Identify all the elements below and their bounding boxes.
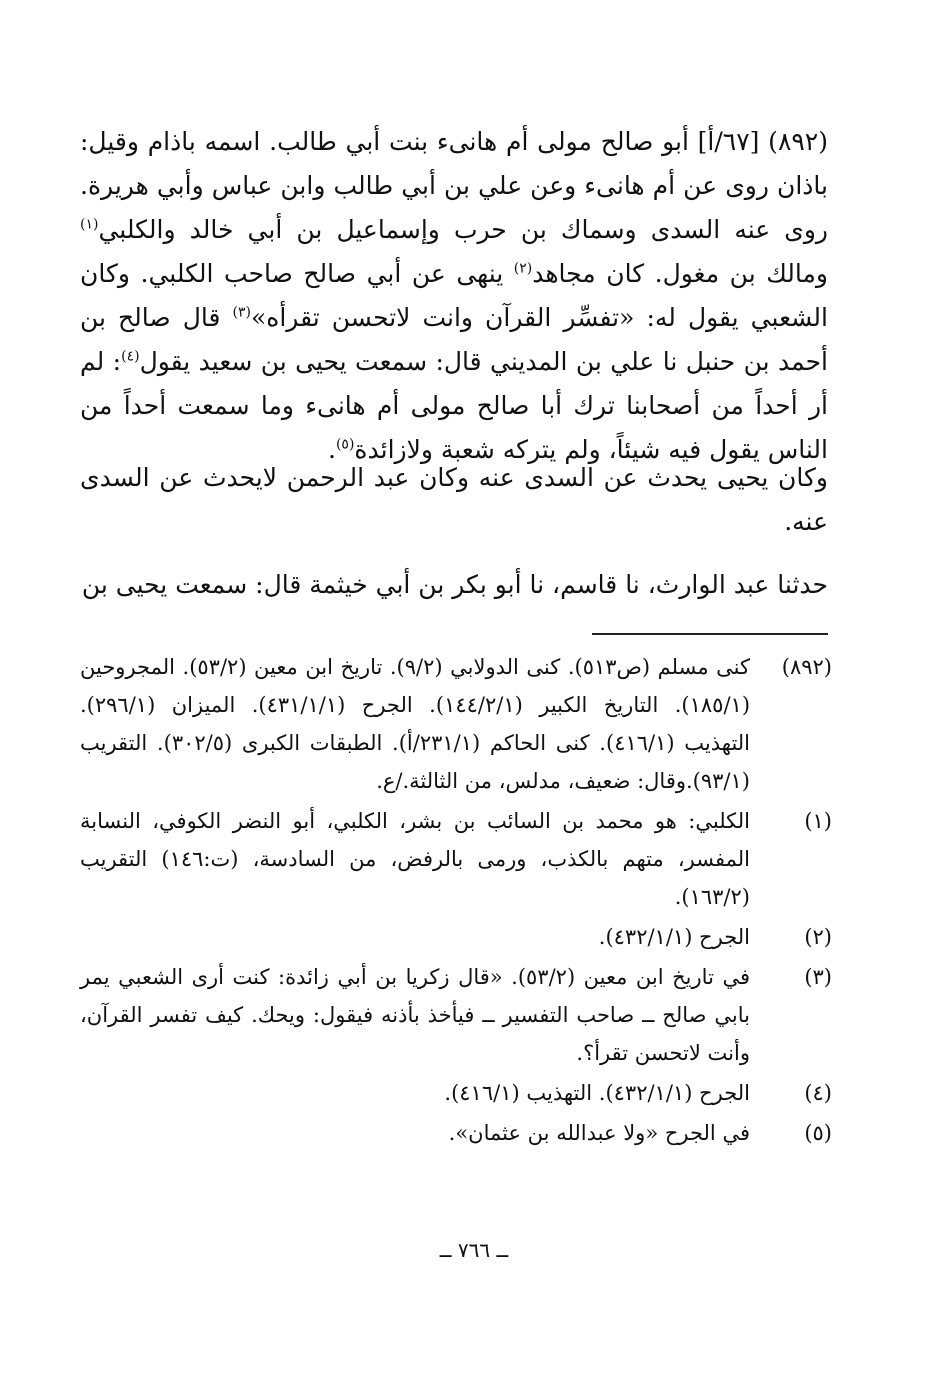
footnote-text: الجرح (٤٣٢/١/١). xyxy=(598,925,750,949)
page-number: ــ ٧٦٦ ــ xyxy=(439,1238,509,1262)
footnote-ref-4: (٤) xyxy=(121,348,140,365)
footnote-text: الجرح (٤٣٢/١/١). التهذيب (٤١٦/١). xyxy=(444,1081,750,1105)
entry-paragraph xyxy=(80,120,828,472)
footnote-ref-2: (٢) xyxy=(513,260,533,277)
footnote-number: (٨٩٢) xyxy=(781,655,832,679)
third-paragraph: حدثنا عبد الوارث، نا قاسم، نا أبو بكر بن أبي خيثمة قال: سمعت يحيى بن xyxy=(81,570,828,599)
footnote-number: (٢) xyxy=(804,925,832,949)
footnote-item xyxy=(80,1114,832,1152)
footnote-number: (٥) xyxy=(804,1121,832,1145)
footnote-number: (١) xyxy=(804,809,832,833)
footnote-text: في تاريخ ابن معين (٥٣/٢). «قال زكريا بن أبي زائدة: كنت أرى الشعبي يمر بابي صالح ــ صاحب التفسير ــ فيأخذ بأذنه فيقول: ويحك. كيف تفسر القرآن، وأنت لاتحسن تقرأ؟. xyxy=(80,965,750,1065)
footnote-item xyxy=(80,1074,832,1112)
entry-text-1: (٨٩٢) [٦٧/أ] أبو صالح مولى أم هانىء بنت أبي طالب. اسمه باذام وقيل: باذان روى عن أم هانىء وعن علي بن أبي طالب وابن عباس وأبي هريرة. روى عنه السدى وسماك بن حرب وإسماعيل بن أبي خالد والكلبي xyxy=(80,127,828,244)
footnote-item xyxy=(80,648,832,800)
footnotes-section xyxy=(80,648,832,1152)
footnote-ref-5: (٥) xyxy=(335,436,355,453)
entry-text-2: ومالك بن مغول. كان مجاهد xyxy=(532,259,828,288)
footnote-item xyxy=(80,802,832,916)
footnote-ref-3: (٣) xyxy=(232,304,251,321)
footnote-ref-1: (١) xyxy=(80,216,99,233)
footnote-text: كنى مسلم (ص٥١٣). كنى الدولابي (٩/٢). تاريخ ابن معين (٥٣/٢). المجروحين (١٨٥/١). التاريخ الكبير (١٤٤/٢/١). الجرح (٤٣١/١/١). الميزان (٢٩٦/١). التهذيب (٤١٦/١). كنى الحاكم (٢٣١/١/أ). الطبقات الكبرى (٣٠٢/٥). التقريب (٩٣/١).وقال: ضعيف، مدلس، من الثالثة./ع. xyxy=(80,655,751,793)
entry-text-4: قال صالح بن أحمد بن حنبل نا علي بن المديني قال: سمعت يحيى بن سعيد يقول xyxy=(80,303,828,376)
footnote-item xyxy=(80,918,832,956)
footnote-item xyxy=(80,958,832,1072)
footnote-separator xyxy=(592,633,828,635)
footnote-number: (٤) xyxy=(804,1081,832,1105)
entry-text-5: : لم أر أحداً من أصحابنا ترك أبا صالح مولى أم هانىء وما سمعت أحداً من الناس يقول فيه شيئاً، ولم يتركه شعبة ولازائدة xyxy=(80,347,828,464)
footnote-number: (٣) xyxy=(804,965,832,989)
entry-text-3: ينهى عن أبي صالح صاحب الكلبي. وكان الشعبي يقول له: «تفسِّر القرآن وانت لاتحسن تقرأه» xyxy=(80,259,828,332)
footnote-text: الكلبي: هو محمد بن السائب بن بشر، الكلبي، أبو النضر الكوفي، النسابة المفسر، متهم بالكذب، ورمى بالرفض، من السادسة، (ت:١٤٦) التقريب (١٦٣/٢). xyxy=(80,809,750,909)
entry-text-6: . xyxy=(327,435,336,464)
footnote-text: في الجرح «ولا عبدالله بن عثمان». xyxy=(448,1121,750,1145)
second-paragraph: وكان يحيى يحدث عن السدى عنه وكان عبد الرحمن لايحدث عن السدى عنه. xyxy=(80,463,828,536)
